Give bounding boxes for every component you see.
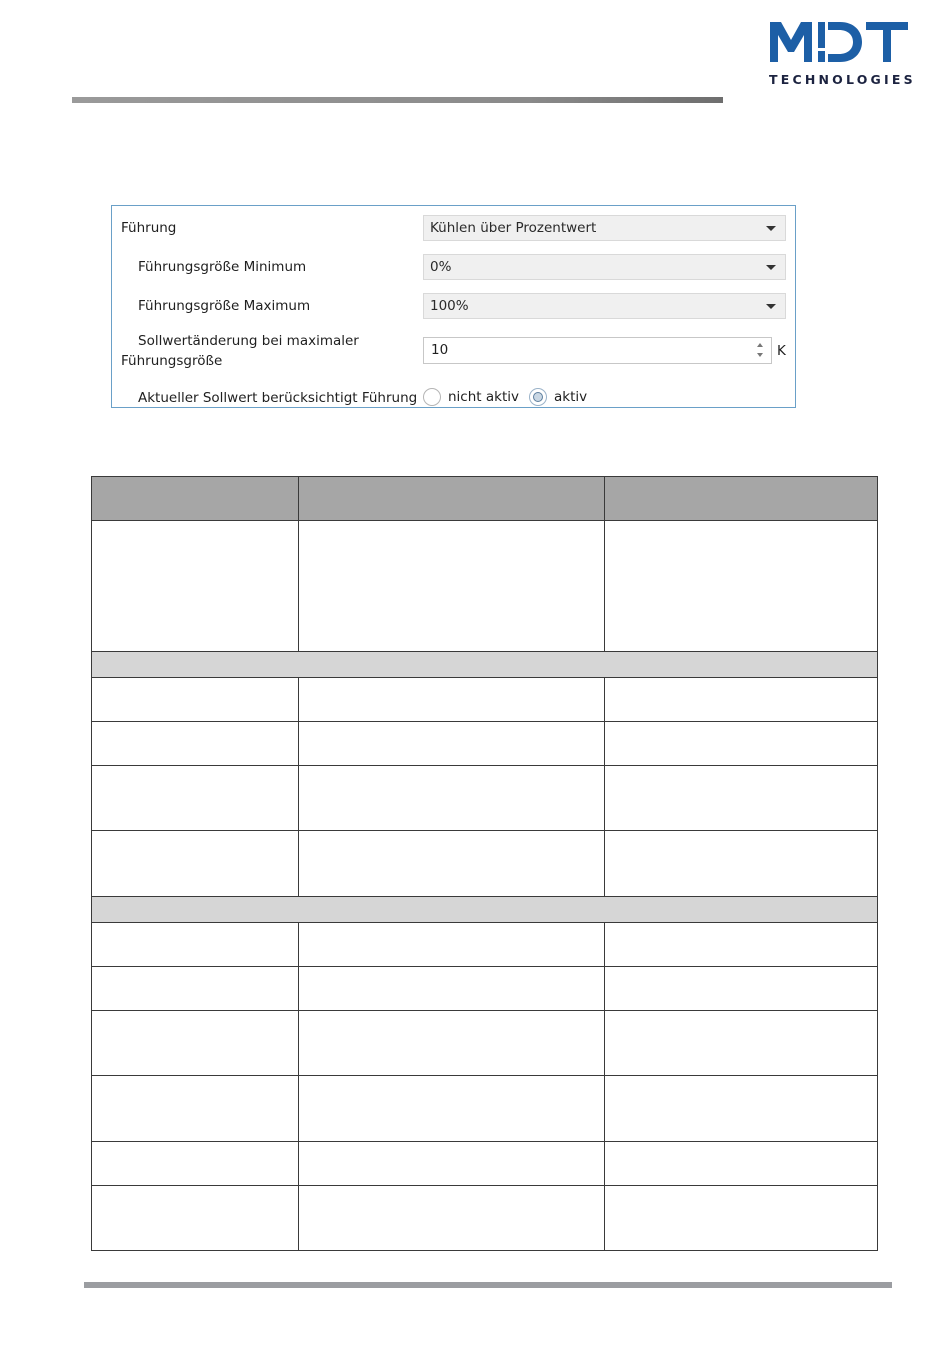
chevron-down-icon xyxy=(766,304,776,309)
table-row xyxy=(91,922,878,966)
table-cell xyxy=(298,1185,605,1250)
table-cell xyxy=(91,520,299,651)
table-header-row xyxy=(91,476,878,520)
chevron-down-icon xyxy=(766,265,776,270)
mdt-logo xyxy=(768,18,916,90)
dropdown-fuehrung[interactable] xyxy=(423,215,786,241)
table-row xyxy=(91,830,878,896)
table-cell xyxy=(298,520,605,651)
table-header-cell xyxy=(298,476,605,520)
header-divider xyxy=(72,97,723,103)
table-cell xyxy=(91,1075,299,1141)
spin-up-icon[interactable] xyxy=(757,343,763,347)
table-cell xyxy=(604,1185,878,1250)
table-header-cell xyxy=(91,476,299,520)
table-row xyxy=(91,520,878,651)
table-bottom-border xyxy=(91,1250,878,1251)
table-cell xyxy=(604,1075,878,1141)
sollwert-unit: K xyxy=(777,343,786,359)
chevron-down-icon xyxy=(766,226,776,231)
label-maximum: Führungsgröße Maximum xyxy=(138,298,311,314)
table-row xyxy=(91,765,878,830)
dropdown-maximum-value: 100% xyxy=(430,298,469,314)
table-row xyxy=(91,677,878,721)
spin-down-icon[interactable] xyxy=(757,353,763,357)
table-cell xyxy=(298,1010,605,1075)
table-cell xyxy=(91,1141,299,1185)
table-cell xyxy=(604,765,878,830)
table-cell xyxy=(604,1010,878,1075)
label-minimum: Führungsgröße Minimum xyxy=(138,259,307,275)
parameter-panel xyxy=(111,205,796,408)
table-cell xyxy=(91,765,299,830)
table-row xyxy=(91,1075,878,1141)
radio-nicht-aktiv-label: nicht aktiv xyxy=(448,389,519,405)
sollwert-value: 10 xyxy=(431,342,449,358)
footer-divider xyxy=(84,1282,892,1288)
table-row xyxy=(91,721,878,765)
dropdown-minimum[interactable] xyxy=(423,254,786,280)
logo-subtitle: TECHNOLOGIES xyxy=(769,72,916,87)
dropdown-minimum-value: 0% xyxy=(430,259,452,275)
table-cell xyxy=(91,966,299,1010)
table-row xyxy=(91,1010,878,1075)
sollwert-spinbox[interactable] xyxy=(423,337,772,364)
radio-nicht-aktiv[interactable] xyxy=(423,388,441,406)
table-cell xyxy=(91,1010,299,1075)
table-cell xyxy=(298,1141,605,1185)
table-cell xyxy=(604,830,878,896)
table-cell xyxy=(298,1075,605,1141)
table-cell xyxy=(604,1141,878,1185)
radio-aktiv-label: aktiv xyxy=(554,389,588,405)
table-cell xyxy=(91,830,299,896)
dropdown-fuehrung-value: Kühlen über Prozentwert xyxy=(430,220,597,236)
table-cell xyxy=(298,677,605,721)
table-header-cell xyxy=(604,476,878,520)
table-cell xyxy=(91,922,299,966)
table-row xyxy=(91,966,878,1010)
label-fuehrung: Führung xyxy=(121,220,177,236)
mdt-logo-mark xyxy=(768,18,910,66)
label-aktueller-sollwert: Aktueller Sollwert berücksichtigt Führung xyxy=(138,390,418,406)
table-cell xyxy=(298,922,605,966)
radio-aktiv[interactable] xyxy=(529,388,547,406)
table-cell xyxy=(91,721,299,765)
table-row xyxy=(91,1141,878,1185)
table-cell xyxy=(604,520,878,651)
dropdown-maximum[interactable] xyxy=(423,293,786,319)
table-cell xyxy=(604,677,878,721)
label-sollwert-line2: Führungsgröße xyxy=(121,353,223,369)
table-section-row xyxy=(91,651,878,677)
table-section-row xyxy=(91,896,878,922)
table-cell xyxy=(298,966,605,1010)
table-cell xyxy=(298,830,605,896)
label-sollwert-line1: Sollwertänderung bei maximaler xyxy=(138,333,359,349)
table-cell xyxy=(91,677,299,721)
table-cell xyxy=(91,1185,299,1250)
table-cell xyxy=(604,922,878,966)
table-cell xyxy=(298,765,605,830)
table-cell xyxy=(604,721,878,765)
table-cell xyxy=(604,966,878,1010)
table-cell xyxy=(298,721,605,765)
table-row xyxy=(91,1185,878,1250)
